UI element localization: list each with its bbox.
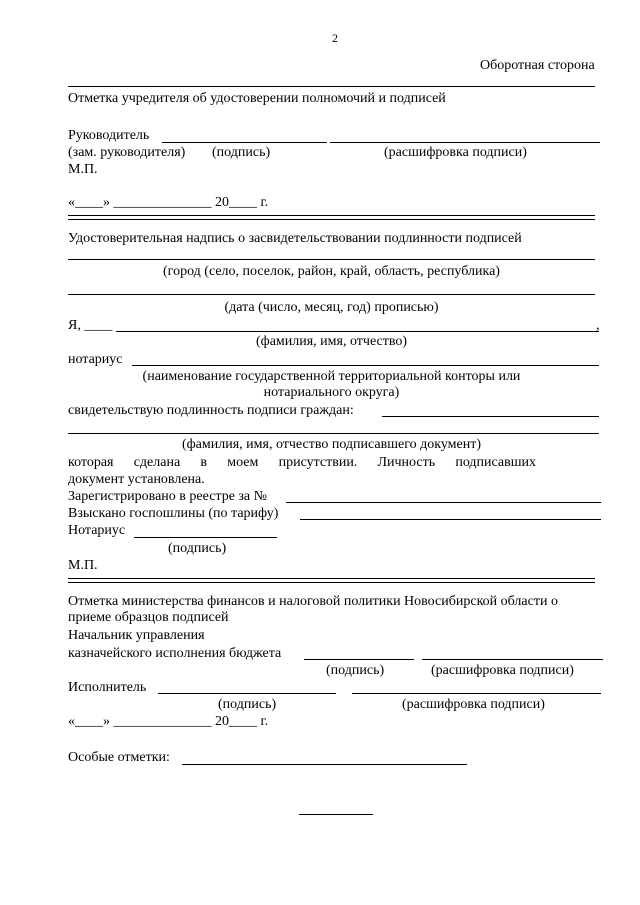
presence-word: в [200, 455, 208, 470]
page-side-label: Оборотная сторона [480, 58, 595, 73]
registry-number-line[interactable] [286, 502, 601, 503]
presence-word: которая [68, 455, 114, 470]
signer-caption: (фамилия, имя, отчество подписавшего документ) [181, 437, 482, 452]
presence-statement [68, 455, 536, 471]
office-caption-1: (наименование государственной территориальной конторы или [142, 369, 521, 384]
page-number: 2 [332, 31, 338, 45]
certify-label: свидетельствую подлинность подписи граждан: [68, 403, 354, 418]
chief-signature-caption: (подпись) [326, 663, 385, 678]
certify-line[interactable] [382, 416, 599, 417]
founder-section-title: Отметка учредителя об удостоверении полномочий и подписей [68, 91, 446, 106]
ministry-date-line: «____» ______________ 20____ г. [68, 714, 269, 729]
fee-line[interactable] [300, 519, 601, 520]
special-marks-label: Особые отметки: [68, 750, 170, 765]
chief-label-1: Начальник управления [68, 628, 205, 643]
notary-signature-caption: (подпись) [168, 541, 227, 556]
special-marks-line[interactable] [182, 764, 467, 765]
executor-transcript-caption: (расшифровка подписи) [402, 697, 545, 712]
presence-word: присутствии. [278, 455, 358, 470]
head-signature-line[interactable] [162, 142, 327, 143]
notary-label: нотариус [68, 352, 123, 367]
head-transcript-line[interactable] [330, 142, 600, 143]
notary-section-title: Удостоверительная надпись о засвидетельствовании подлинности подписей [68, 231, 522, 246]
seal-mark: М.П. [68, 162, 98, 177]
notary-office-line[interactable] [132, 365, 599, 366]
executor-label: Исполнитель [68, 680, 147, 695]
presence-word: подписавших [455, 455, 537, 470]
executor-transcript-line[interactable] [352, 693, 601, 694]
founder-date-line: «____» ______________ 20____ г. [68, 195, 269, 210]
fio-comma: , [596, 318, 600, 333]
chief-transcript-caption: (расшифровка подписи) [431, 663, 574, 678]
chief-label-2: казначейского исполнения бюджета [68, 646, 282, 661]
city-line[interactable] [68, 259, 595, 260]
date-caption: (дата (число, месяц, год) прописью) [224, 300, 439, 315]
deputy-head-label: (зам. руководителя) [68, 145, 186, 160]
fee-label: Взыскано госпошлины (по тарифу) [68, 506, 279, 521]
executor-signature-line[interactable] [158, 693, 336, 694]
transcript-caption: (расшифровка подписи) [384, 145, 527, 160]
section-separator [68, 215, 595, 220]
notary-sign-label: Нотариус [68, 523, 126, 538]
top-rule [68, 86, 595, 87]
presence-word: моем [227, 455, 259, 470]
notary-seal-mark: М.П. [68, 558, 98, 573]
head-label: Руководитель [68, 128, 150, 143]
notary-signature-line[interactable] [134, 537, 277, 538]
city-caption: (город (село, поселок, район, край, область, республика) [163, 264, 500, 279]
fio-caption: (фамилия, имя, отчество) [255, 334, 408, 349]
ministry-title-1: Отметка министерства финансов и налоговой политики Новосибирской области о [68, 594, 558, 609]
chief-signature-line[interactable] [304, 659, 414, 660]
office-caption-2: нотариального округа) [263, 385, 400, 400]
i-label: Я, ____ [68, 318, 113, 333]
registry-label: Зарегистрировано в реестре за № [68, 489, 268, 504]
chief-transcript-line[interactable] [422, 659, 603, 660]
executor-signature-caption: (подпись) [218, 697, 277, 712]
ministry-title-2: приеме образцов подписей [68, 610, 229, 625]
signature-caption: (подпись) [212, 145, 271, 160]
section-separator [68, 578, 595, 583]
signer-line[interactable] [68, 433, 599, 434]
identity-established: документ установлена. [68, 472, 205, 487]
presence-word: сделана [133, 455, 181, 470]
closing-rule [299, 814, 373, 815]
notary-fio-line[interactable] [116, 331, 599, 332]
date-words-line[interactable] [68, 294, 595, 295]
presence-word: Личность [377, 455, 436, 470]
